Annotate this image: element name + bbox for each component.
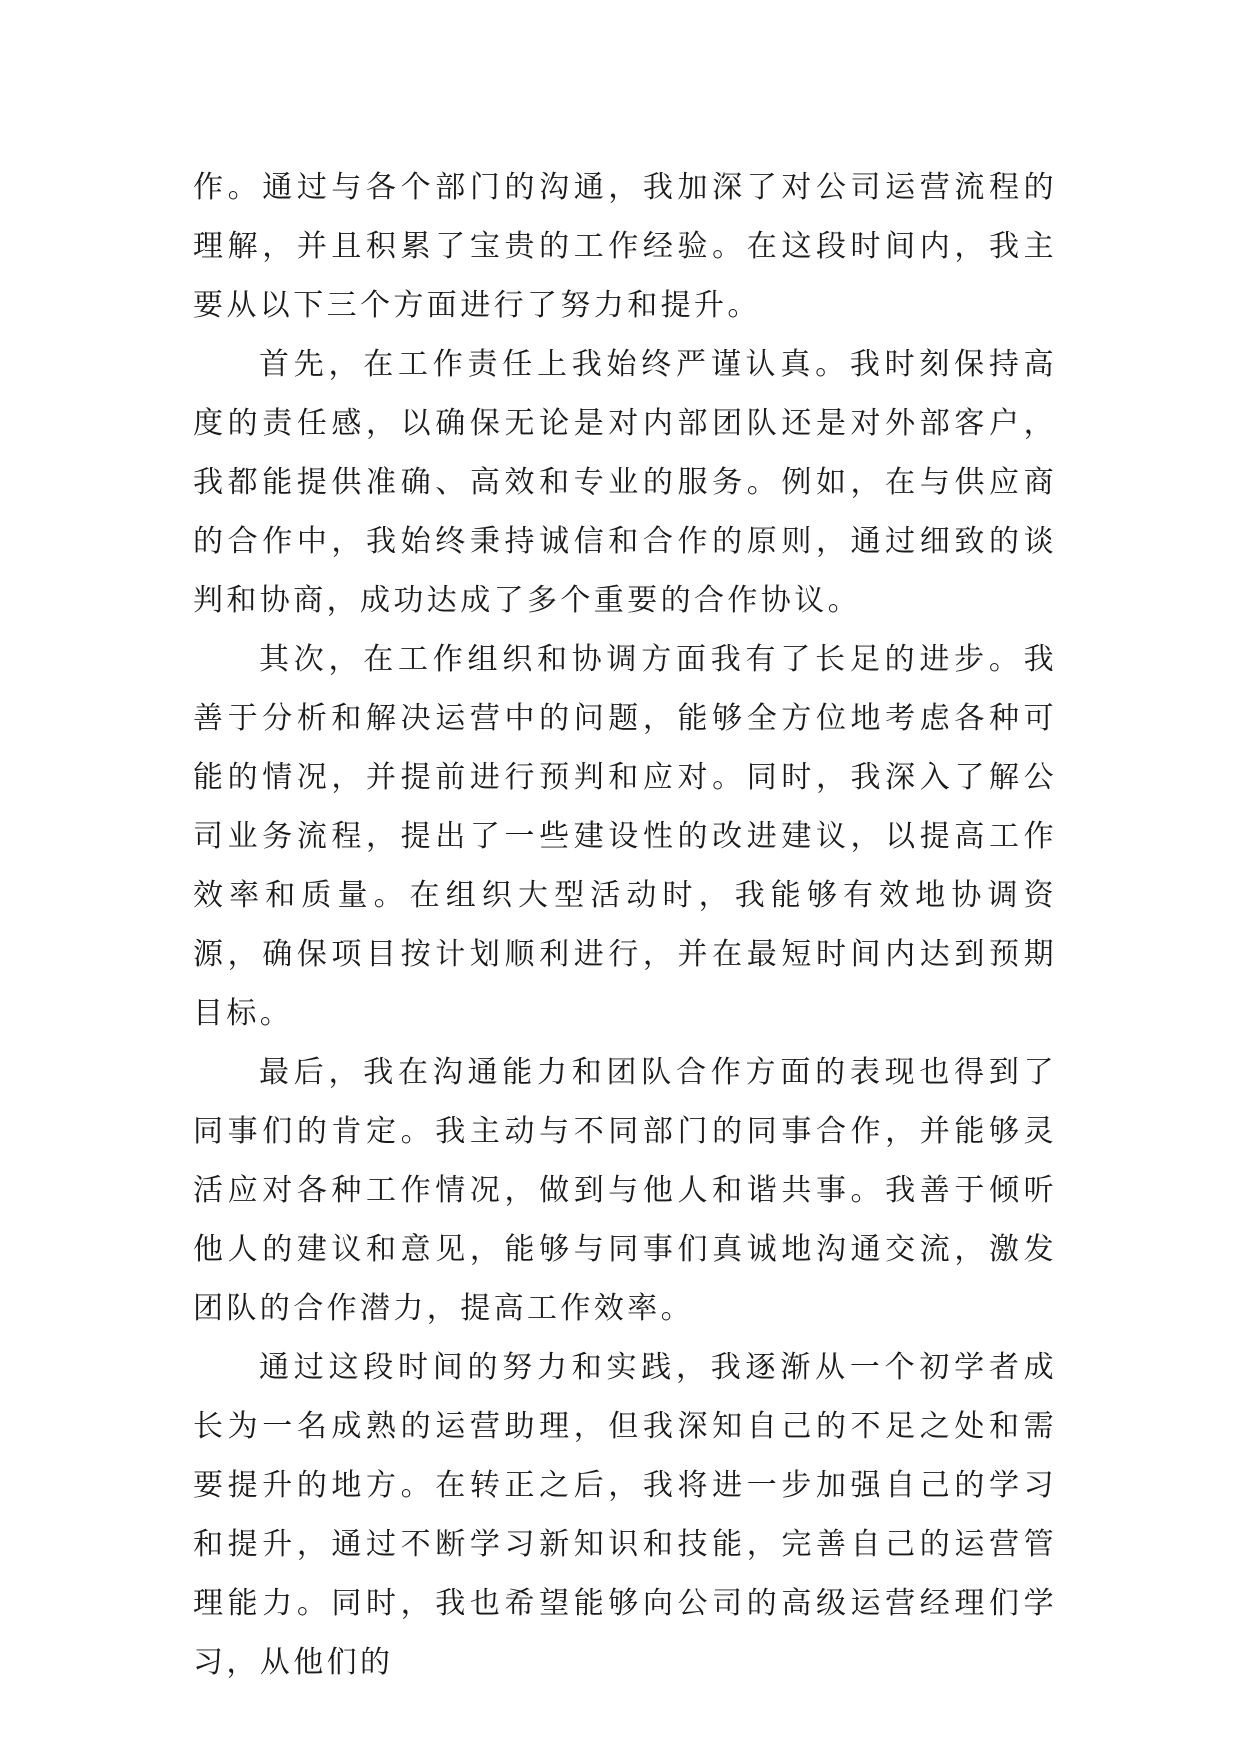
document-body: [193, 158, 1057, 1692]
paragraph-1: 作。通过与各个部门的沟通，我加深了对公司运营流程的理解，并且积累了宝贵的工作经验。在这段时间内，我主要从以下三个方面进行了努力和提升。: [193, 170, 1057, 323]
paragraph-2: 首先，在工作责任上我始终严谨认真。我时刻保持高度的责任感，以确保无论是对内部团队还是对外部客户，我都能提供准确、高效和专业的服务。例如，在与供应商的合作中，我始终秉持诚信和合作的原则，通过细致的谈判和协商，成功达成了多个重要的合作协议。: [193, 347, 1057, 618]
paragraph-5: 通过这段时间的努力和实践，我逐渐从一个初学者成长为一名成熟的运营助理，但我深知自己的不足之处和需要提升的地方。在转正之后，我将进一步加强自己的学习和提升，通过不断学习新知识和技能，完善自己的运营管理能力。同时，我也希望能够向公司的高级运营经理们学习，从他们的: [193, 1350, 1057, 1680]
paragraph-3: 其次，在工作组织和协调方面我有了长足的进步。我善于分析和解决运营中的问题，能够全方位地考虑各种可能的情况，并提前进行预判和应对。同时，我深入了解公司业务流程，提出了一些建设性的改进建议，以提高工作效率和质量。在组织大型活动时，我能够有效地协调资源，确保项目按计划顺利进行，并在最短时间内达到预期目标。: [193, 642, 1057, 1031]
paragraph-4: 最后，我在沟通能力和团队合作方面的表现也得到了同事们的肯定。我主动与不同部门的同事合作，并能够灵活应对各种工作情况，做到与他人和谐共事。我善于倾听他人的建议和意见，能够与同事们真诚地沟通交流，激发团队的合作潜力，提高工作效率。: [193, 1055, 1057, 1326]
